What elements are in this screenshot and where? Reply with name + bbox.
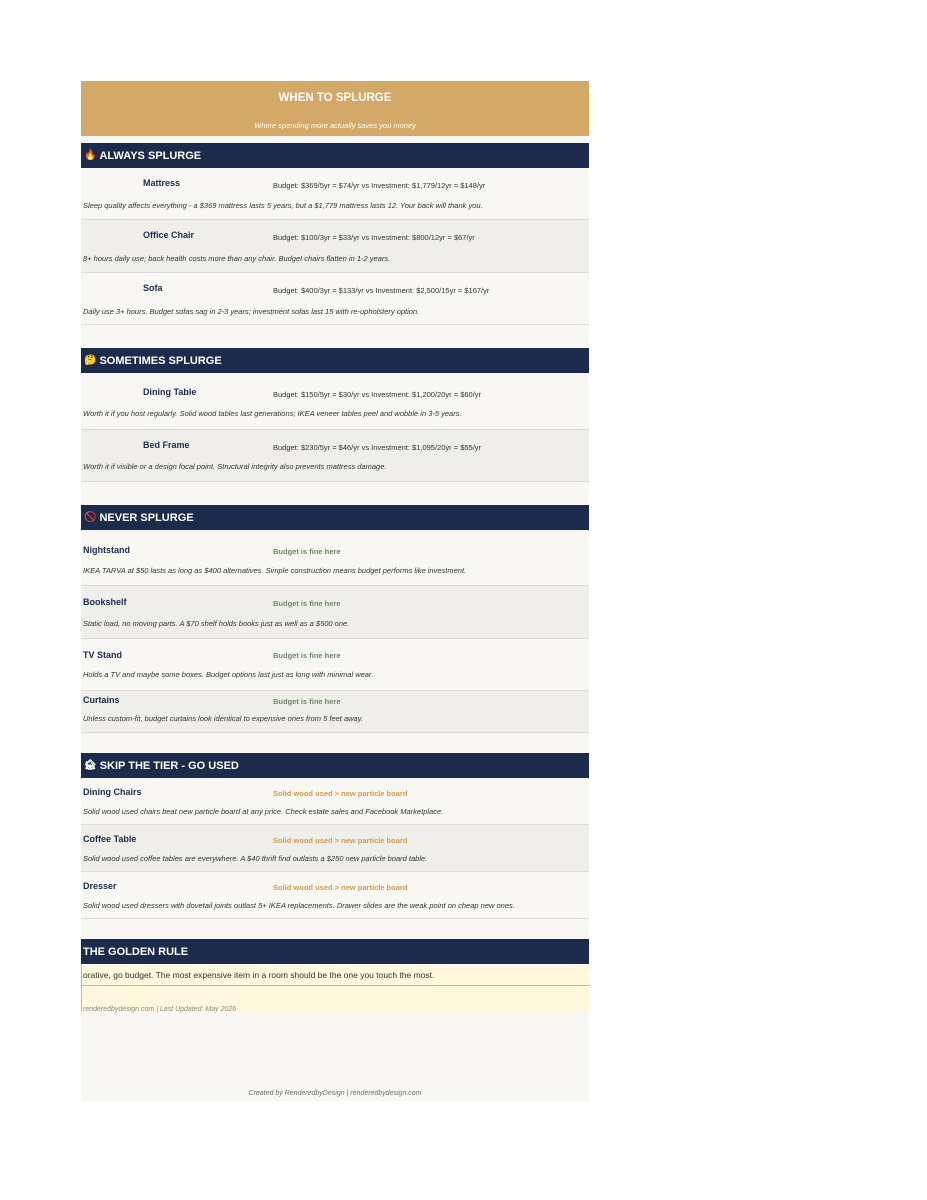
item-name: Sofa: [143, 283, 163, 293]
page-footer: Created by RenderedbyDesign | renderedbydesign.com: [248, 1090, 422, 1097]
item-row-mattress: [81, 168, 589, 220]
item-verdict: Solid wood used > new particle board: [273, 789, 408, 798]
section-header-used: [81, 753, 589, 778]
item-note: Worth it if you host regularly. Solid wood tables last generations; IKEA veneer tables peel and wobble in 3-5 years.: [83, 409, 462, 418]
item-note: 8+ hours daily use; back health costs more than any chair. Budget chairs flatten in 1-2 years.: [83, 254, 391, 263]
item-name: Office Chair: [143, 230, 195, 240]
item-note: IKEA TARVA at $50 lasts as long as $400 alternatives. Simple construction means budget performs like investment.: [83, 566, 467, 575]
section-header-sometimes: [81, 348, 589, 373]
item-note: Worth it if visible or a design focal point. Structural integrity also prevents mattress damage.: [83, 462, 387, 471]
item-cost: Budget: $400/3yr = $133/yr vs Investment: $2,500/15yr = $167/yr: [273, 286, 490, 295]
item-row-tv-stand: [81, 639, 589, 691]
golden-rule-text: orative, go budget. The most expensive item in a room should be the one you touch the most.: [82, 965, 590, 986]
item-row-coffee-table: [81, 825, 589, 872]
item-name: Dining Table: [143, 387, 197, 397]
item-name: Bed Frame: [143, 440, 190, 450]
section-header-golden: [81, 939, 589, 964]
section-title: SKIP THE TIER - GO USED: [99, 759, 239, 772]
item-name: Bookshelf: [83, 597, 127, 607]
item-row-dining-chairs: [81, 778, 589, 825]
item-note: Unless custom-fit, budget curtains look identical to expensive ones from 5 feet away.: [83, 714, 364, 723]
item-name: TV Stand: [83, 650, 123, 660]
item-note: Holds a TV and maybe some boxes. Budget options last just as long with minimal wear.: [83, 670, 374, 679]
item-name: Nightstand: [83, 545, 130, 555]
item-verdict: Solid wood used > new particle board: [273, 883, 408, 892]
golden-rule-box: [81, 965, 589, 1011]
item-note: Solid wood used dressers with dovetail joints outlast 5+ IKEA replacements. Drawer slides are the weak point on cheap new ones.: [83, 901, 515, 910]
guide-sheet: [81, 81, 589, 1101]
item-verdict: Budget is fine here: [273, 599, 341, 608]
house-icon: 🏚: [84, 760, 97, 771]
item-row-nightstand: [81, 534, 589, 586]
item-note: Daily use 3+ hours. Budget sofas sag in 2-3 years; investment sofas last 15 with re-upholstery option.: [83, 307, 420, 316]
title-banner: [81, 81, 589, 136]
fire-icon: 🔥: [84, 150, 97, 161]
section-title: THE GOLDEN RULE: [83, 945, 189, 958]
item-verdict: Solid wood used > new particle board: [273, 836, 408, 845]
item-row-office-chair: [81, 220, 589, 273]
item-row-curtains: [81, 691, 589, 733]
item-cost: Budget: $230/5yr = $46/yr vs Investment: $1,095/20yr = $55/yr: [273, 443, 482, 452]
item-row-dresser: [81, 872, 589, 919]
cutoff-footer-text: renderedbydesign.com | Last Updated: May 2026: [83, 1006, 237, 1013]
section-header-always: [81, 143, 589, 168]
item-name: Coffee Table: [83, 834, 137, 844]
item-verdict: Budget is fine here: [273, 697, 341, 706]
item-cost: Budget: $150/5yr = $30/yr vs Investment: $1,200/20yr = $60/yr: [273, 390, 482, 399]
item-name: Dresser: [83, 881, 117, 891]
item-cost: Budget: $369/5yr = $74/yr vs Investment: $1,779/12yr = $148/yr: [273, 181, 486, 190]
item-note: Sleep quality affects everything - a $369 mattress lasts 5 years, but a $1,779 mattress lasts 12. Your back will thank you.: [83, 201, 483, 210]
prohibited-icon: 🚫: [84, 512, 97, 523]
item-row-dining-table: [81, 377, 589, 430]
item-row-bookshelf: [81, 586, 589, 639]
section-title: NEVER SPLURGE: [99, 511, 194, 524]
section-title: ALWAYS SPLURGE: [99, 149, 202, 162]
item-row-bed-frame: [81, 430, 589, 482]
item-note: Solid wood used chairs beat new particle board at any price. Check estate sales and Facebook Marketplace.: [83, 807, 444, 816]
item-row-sofa: [81, 273, 589, 325]
item-note: Static load, no moving parts. A $70 shelf holds books just as well as a $500 one.: [83, 619, 350, 628]
page-subtitle: Where spending more actually saves you money: [254, 121, 416, 130]
item-name: Curtains: [83, 695, 120, 705]
item-verdict: Budget is fine here: [273, 547, 341, 556]
item-name: Dining Chairs: [83, 787, 142, 797]
item-cost: Budget: $100/3yr = $33/yr vs Investment: $800/12yr = $67/yr: [273, 233, 475, 242]
item-verdict: Budget is fine here: [273, 651, 341, 660]
section-header-never: [81, 505, 589, 530]
item-note: Solid wood used coffee tables are everywhere. A $40 thrift find outlasts a $250 new particle board table.: [83, 854, 428, 863]
thinking-face-icon: 🤔: [84, 355, 97, 366]
item-name: Mattress: [143, 178, 181, 188]
page-title: WHEN TO SPLURGE: [278, 92, 392, 104]
section-title: SOMETIMES SPLURGE: [99, 354, 222, 367]
